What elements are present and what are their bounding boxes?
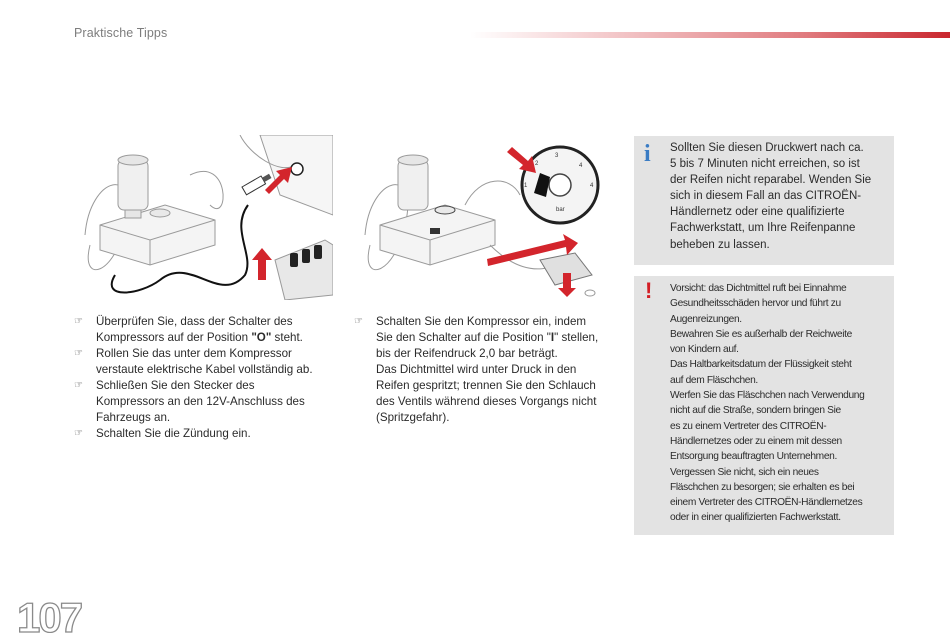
svg-text:2: 2 bbox=[535, 161, 539, 167]
header-accent-bar bbox=[470, 32, 950, 38]
pointing-hand-icon: ☞ bbox=[74, 428, 83, 439]
svg-text:bar: bar bbox=[556, 207, 565, 213]
pointing-hand-icon: ☞ bbox=[354, 316, 363, 327]
left-step-list bbox=[74, 314, 336, 442]
warning-icon: ! bbox=[645, 278, 653, 303]
warning-box bbox=[634, 276, 894, 535]
list-item: ☞ Rollen Sie das unter dem Kompressor verstaute elektrische Kabel vollständig ab. bbox=[74, 347, 313, 376]
pressure-gauge-illustration bbox=[360, 135, 613, 300]
list-item: ☞ Schalten Sie den Kompressor ein, indem Sie den Schalter auf die Position "I" stellen, bis der Reifendruck 2,0 bar beträgt. Das Dichtmittel wird unter Druck in den Reifen gespritzt; trennen Sie den Schlauch des Ventils während dieses Vorgangs nicht (Spritzgefahr). bbox=[354, 315, 599, 424]
compressor-plug-illustration bbox=[80, 135, 333, 300]
list-item: ☞ Überprüfen Sie, dass der Schalter des Kompressors auf der Position "O" steht. bbox=[74, 315, 303, 344]
svg-text:3: 3 bbox=[555, 153, 559, 159]
svg-text:4: 4 bbox=[579, 163, 583, 169]
section-title: Praktische Tipps bbox=[74, 26, 168, 40]
info-box bbox=[634, 136, 894, 265]
gauge-dial bbox=[522, 147, 598, 223]
info-text: Sollten Sie diesen Druckwert nach ca. 5 bis 7 Minuten nicht erreichen, so ist der Reifen nicht reparabel. Wenden Sie sich in diesem Fall an das CITROËN- Händlernetz oder eine qualifizierte Fachwerkstatt, um Ihre Reifenpanne beheben zu lassen. bbox=[670, 142, 872, 251]
info-icon: i bbox=[644, 141, 651, 167]
svg-text:1: 1 bbox=[524, 183, 528, 189]
page-number: 107 bbox=[17, 594, 82, 633]
svg-text:4: 4 bbox=[590, 183, 594, 189]
list-item: ☞ Schließen Sie den Stecker des Kompressors an den 12V-Anschluss des Fahrzeugs an. bbox=[74, 379, 305, 424]
warning-text: Vorsicht: das Dichtmittel ruft bei Einnahme Gesundheitsschäden hervor und führt zu Augenreizungen. Bewahren Sie es außerhalb der Reichweite von Kindern auf. Das Haltbarkeitsdatum der Flüssigkeit steht auf dem Fläschchen. Werfen Sie das Fläschchen nach Verwendung nicht auf die Straße, sondern bringen Sie es zu einem Vertreter des CITROËN- Händlernetzes oder zu einem mit dessen Entsorgung beauftragten Unternehmen. Vergessen Sie nicht, sich ein neues Fläschchen zu besorgen; sie erhalten es bei einem Vertreter des CITROËN-Händlernetzes oder in einer qualifizierten Fachwerkstatt. bbox=[670, 283, 865, 524]
pointing-hand-icon: ☞ bbox=[74, 316, 83, 327]
middle-step-list bbox=[354, 314, 618, 426]
pointing-hand-icon: ☞ bbox=[74, 348, 83, 359]
list-item: ☞ Schalten Sie die Zündung ein. bbox=[74, 427, 251, 440]
pointing-hand-icon: ☞ bbox=[74, 380, 83, 391]
